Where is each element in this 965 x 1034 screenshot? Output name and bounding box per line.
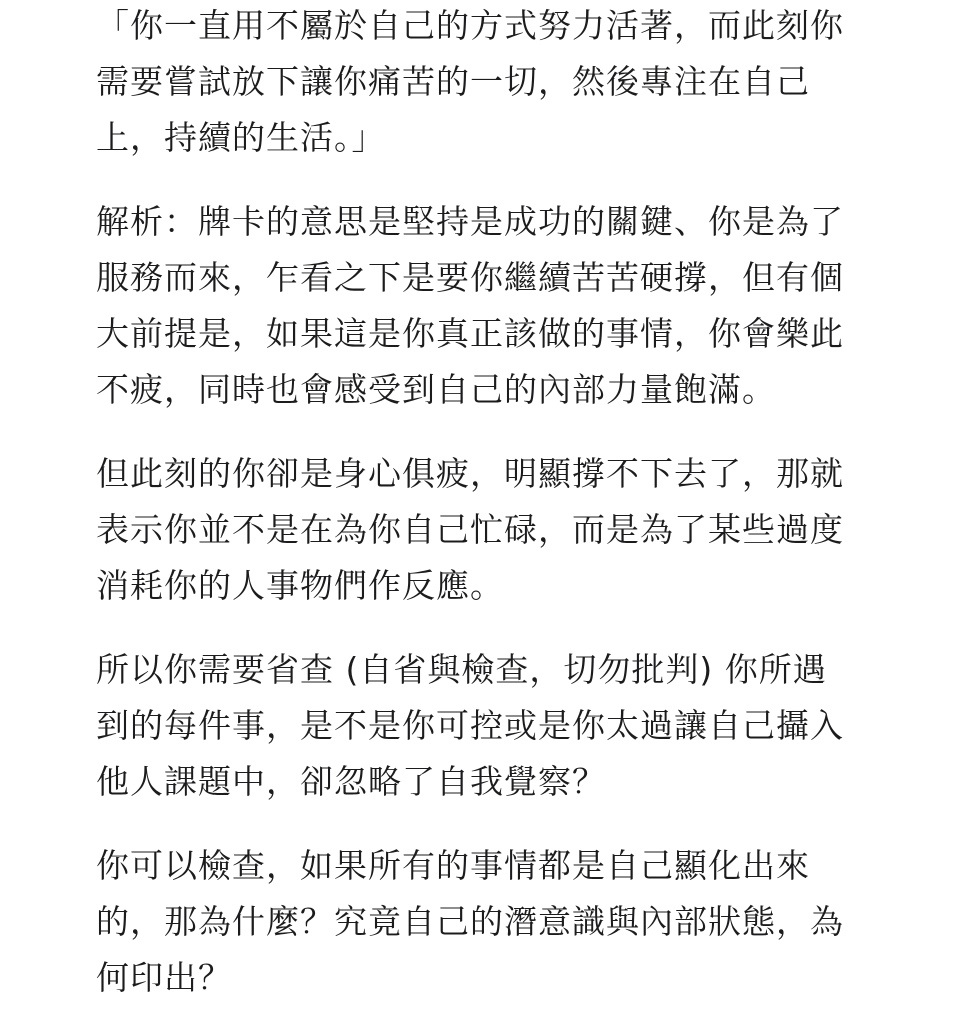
body-paragraph — [96, 446, 936, 614]
text-line: 消耗你的人事物們作反應。 — [96, 566, 504, 605]
text-line: 上，持續的生活。」 — [96, 118, 386, 157]
text-line: 需要嘗試放下讓你痛苦的一切，然後專注在自己 — [96, 62, 810, 101]
text-line: 的，那為什麼？究竟自己的潛意識與內部狀態，為 — [96, 902, 844, 941]
article-body — [96, 0, 936, 1034]
text-line: 你可以檢查，如果所有的事情都是自己顯化出來 — [96, 846, 810, 885]
text-line: 到的每件事，是不是你可控或是你太過讓自己攝入 — [96, 706, 844, 745]
text-line: 不疲，同時也會感受到自己的內部力量飽滿。 — [96, 370, 776, 409]
body-paragraph — [96, 642, 936, 810]
text-line: 解析：牌卡的意思是堅持是成功的關鍵、你是為了 — [96, 202, 844, 241]
text-line: 「你一直用不屬於自己的方式努力活著，而此刻你 — [96, 6, 844, 45]
body-paragraph — [96, 838, 936, 1006]
text-line: 他人課題中，卻忽略了自我覺察？ — [96, 762, 606, 801]
analysis-paragraph — [96, 194, 936, 418]
text-line: 但此刻的你卻是身心俱疲，明顯撐不下去了，那就 — [96, 454, 844, 493]
quote-paragraph — [96, 0, 936, 166]
text-line: 所以你需要省查 (自省與檢查，切勿批判) 你所遇 — [96, 650, 827, 689]
text-line: 服務而來，乍看之下是要你繼續苦苦硬撐，但有個 — [96, 258, 844, 297]
text-line: 表示你並不是在為你自己忙碌，而是為了某些過度 — [96, 510, 844, 549]
text-line: 大前提是，如果這是你真正該做的事情，你會樂此 — [96, 314, 844, 353]
text-line: 何印出？ — [96, 958, 232, 997]
